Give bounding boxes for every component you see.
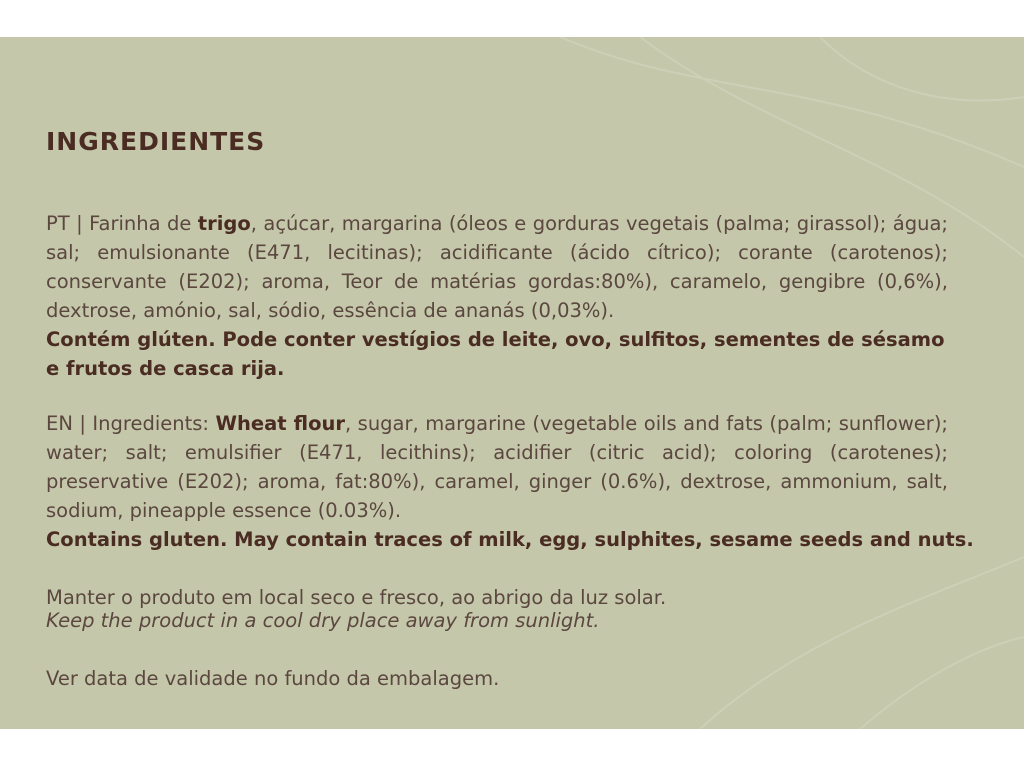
ingredients-en [46, 409, 948, 525]
ingredients-en-prefix: EN | Ingredients: [46, 412, 216, 435]
ingredients-label-panel [0, 37, 1024, 729]
ingredients-en-list: , sugar, margarine (vegetable oils and fats (palm; sunflower); water; salt; emulsifier (E471, lecithins); acidifier (citric acid); coloring (carotenes); preservative (E202); aroma, fat:80%), caramel, ginger (0.6%), dextrose, ammonium, salt, sodium, pineapple essence (0.03%). [46, 412, 948, 522]
expiry-note: Ver data de validade no fundo da embalagem. [46, 667, 500, 690]
storage-instructions-en: Keep the product in a cool dry place away from sunlight. [46, 609, 600, 632]
allergen-warning-en: Contains gluten. May contain traces of milk, egg, sulphites, sesame seeds and nuts. [46, 528, 974, 551]
ingredients-pt-prefix: PT | Farinha de [46, 212, 198, 235]
ingredients-pt-allergen: trigo [197, 212, 251, 235]
storage-instructions-pt: Manter o produto em local seco e fresco, ao abrigo da luz solar. [46, 586, 667, 609]
allergen-warning-pt: Contém glúten. Pode conter vestígios de leite, ovo, sulfitos, sementes de sésamo e frutos de casca rija. [46, 328, 945, 380]
ingredients-en-allergen: Wheat flour [215, 412, 345, 435]
ingredients-pt [46, 209, 948, 325]
page-title: INGREDIENTES [46, 127, 266, 156]
ingredients-pt-list: , açúcar, margarina (óleos e gorduras vegetais (palma; girassol); água; sal; emulsionante (E471, lecitinas); acidificante (ácido cítrico); corante (carotenos); conservante (E202); aroma, Teor de matérias gordas:80%), caramelo, gengibre (0,6%), dextrose, amónio, sal, sódio, essência de ananás (0,03%). [46, 212, 948, 322]
